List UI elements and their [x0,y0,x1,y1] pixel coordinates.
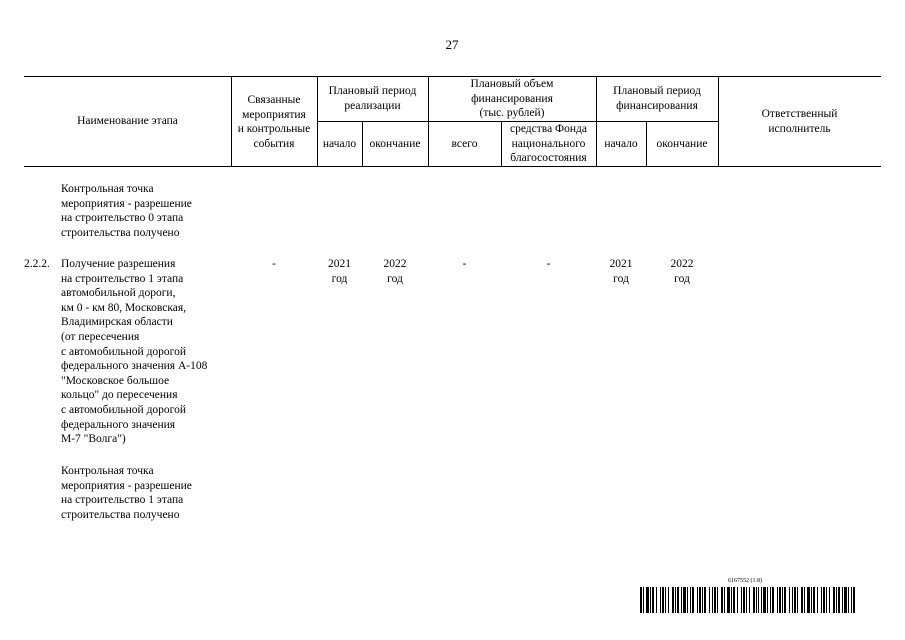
cell-related-events: - [272,258,276,270]
header-period-implementation: Плановый период реализации [328,85,417,112]
page-number: 27 [445,37,459,52]
row-control-point-0-name: Контрольная точка мероприятия - разрешение на строительство 0 этапа строительства получено [61,183,192,239]
row-control-point-1-name: Контрольная точка мероприятия - разрешение на строительство 1 этапа строительства получено [61,465,192,521]
header-responsible: Ответственный исполнитель [761,108,838,135]
row-number: 2.2.2. [24,258,50,270]
cell-fin-start: 2021 год [609,258,633,285]
header-impl-end: окончание [369,138,421,150]
header-funding-nwf: средства Фонда национального благосостояния [510,123,587,165]
header-period-financing: Плановый период финансирования [613,85,701,112]
row-stage-name: Получение разрешения на строительство 1 этапа автомобильной дороги, км 0 - км 80, Московская, Владимирская области (от пересечения с автомобильной дорогой федерального значения А-108 "Московское большое кольцо" до пересечения с автомобильной дорогой федерального значения М-7 "Волга") [61,258,208,446]
header-funding-total: всего [451,138,478,150]
header-impl-start: начало [322,138,357,150]
header-funding-volume: Плановый объем финансирования (тыс. рублей) [470,78,554,120]
header-fin-end: окончание [656,138,708,150]
header-related-events: Связанные мероприятия и контрольные события [237,94,311,150]
cell-funding-total: - [462,258,467,270]
barcode [640,587,855,613]
header-fin-start: начало [604,138,638,150]
barcode-code: 6167552 (1.8) [728,578,762,584]
cell-impl-start: 2021 год [328,258,351,285]
cell-impl-end: 2022 год [383,258,407,285]
cell-funding-nwf: - [546,258,551,270]
barcode-bar [853,587,855,613]
cell-fin-end: 2022 год [670,258,694,285]
header-stage-name: Наименование этапа [77,115,178,127]
header-bottom-border [24,166,881,167]
